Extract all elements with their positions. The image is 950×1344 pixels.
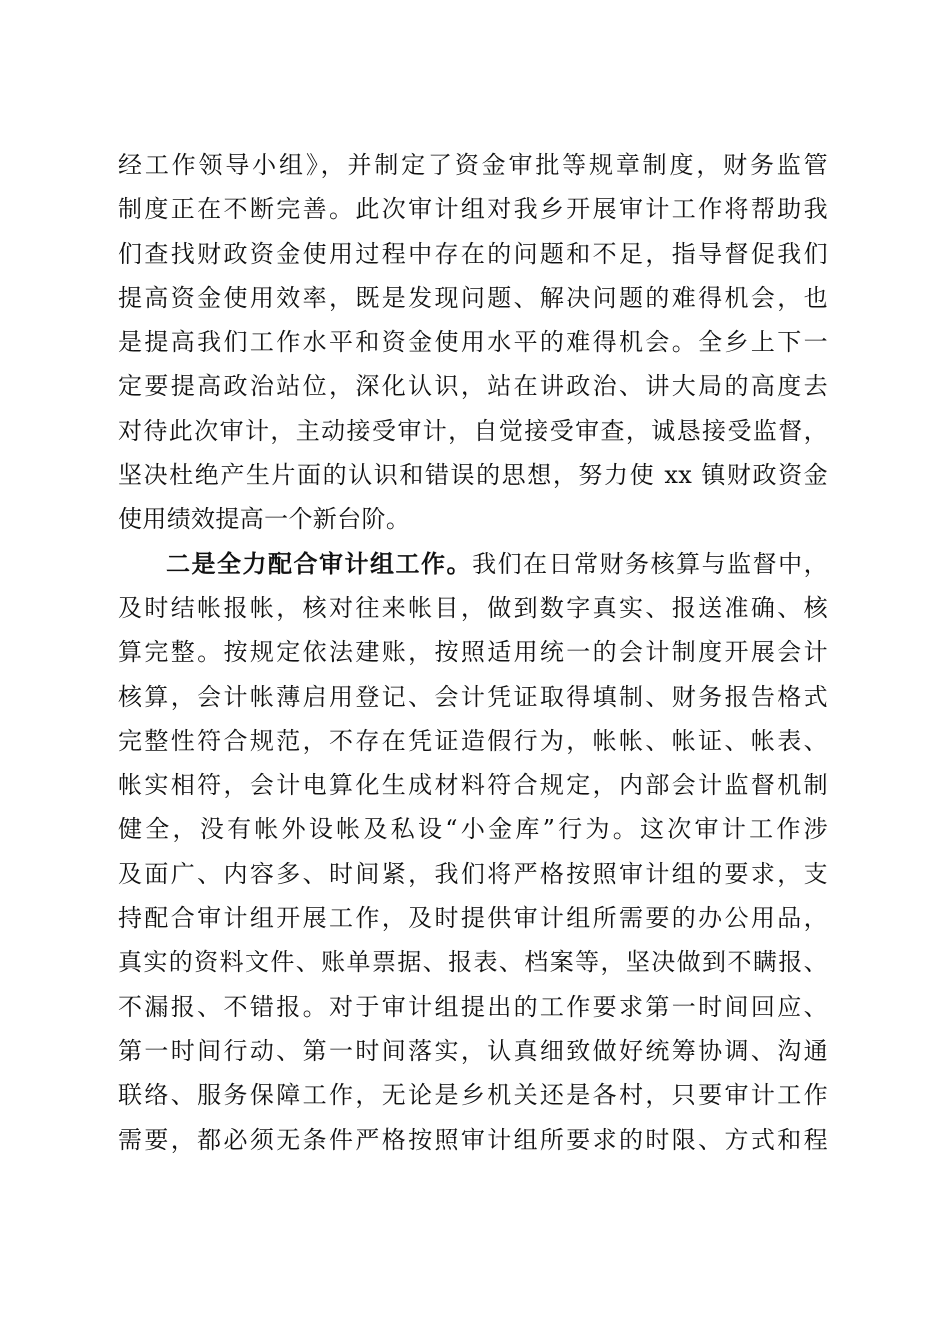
text-line: 使用绩效提高一个新台阶。 xyxy=(118,505,411,534)
text-line: 完整性符合规范，不存在凭证造假行为，帐帐、帐证、帐表、 xyxy=(118,726,828,755)
text-line: 不漏报、不错报。对于审计组提出的工作要求第一时间回应、 xyxy=(118,992,828,1021)
text-line: 健全，没有帐外设帐及私设“小金库”行为。这次审计工作涉 xyxy=(118,815,828,844)
paragraph-lead-line xyxy=(118,542,828,586)
text-line: 及时结帐报帐，核对往来帐目，做到数字真实、报送准确、核 xyxy=(118,593,828,622)
text-line: 持配合审计组开展工作，及时提供审计组所需要的办公用品， xyxy=(118,904,828,933)
text-line: 算完整。按规定依法建账，按照适用统一的会计制度开展会计 xyxy=(118,638,828,667)
paragraph-lead-text: 我们在日常财务核算与监督中， xyxy=(472,549,829,578)
paragraph-heading: 二是全力配合审计组工作。 xyxy=(166,548,473,578)
text-line: 们查找财政资金使用过程中存在的问题和不足，指导督促我们 xyxy=(118,239,828,268)
paragraph-cooperate-with-audit xyxy=(118,542,828,1162)
text-line: 真实的资料文件、账单票据、报表、档案等，坚决做到不瞒报、 xyxy=(118,948,828,977)
text-line: 制度正在不断完善。此次审计组对我乡开展审计工作将帮助我 xyxy=(118,195,828,224)
text-line: 帐实相符，会计电算化生成材料符合规定，内部会计监督机制 xyxy=(118,771,828,800)
document-body xyxy=(118,143,828,1162)
text-line: 核算，会计帐薄启用登记、会计凭证取得填制、财务报告格式 xyxy=(118,682,828,711)
paragraph-audit-significance xyxy=(118,143,828,542)
text-line: 定要提高政治站位，深化认识，站在讲政治、讲大局的高度去 xyxy=(118,372,828,401)
text-line: 需要，都必须无条件严格按照审计组所要求的时限、方式和程 xyxy=(118,1125,828,1154)
text-line: 经工作领导小组》，并制定了资金审批等规章制度，财务监管 xyxy=(118,151,828,179)
text-line: 及面广、内容多、时间紧，我们将严格按照审计组的要求，支 xyxy=(118,859,828,888)
text-line: 是提高我们工作水平和资金使用水平的难得机会。全乡上下一 xyxy=(118,328,828,357)
text-line: 坚决杜绝产生片面的认识和错误的思想，努力使 xx 镇财政资金 xyxy=(118,461,828,490)
text-line: 提高资金使用效率，既是发现问题、解决问题的难得机会，也 xyxy=(118,283,828,312)
text-line: 联络、服务保障工作，无论是乡机关还是各村，只要审计工作 xyxy=(118,1081,828,1110)
text-line: 对待此次审计，主动接受审计，自觉接受审查，诚恳接受监督， xyxy=(118,416,828,445)
text-line: 第一时间行动、第一时间落实，认真细致做好统筹协调、沟通 xyxy=(118,1036,828,1065)
